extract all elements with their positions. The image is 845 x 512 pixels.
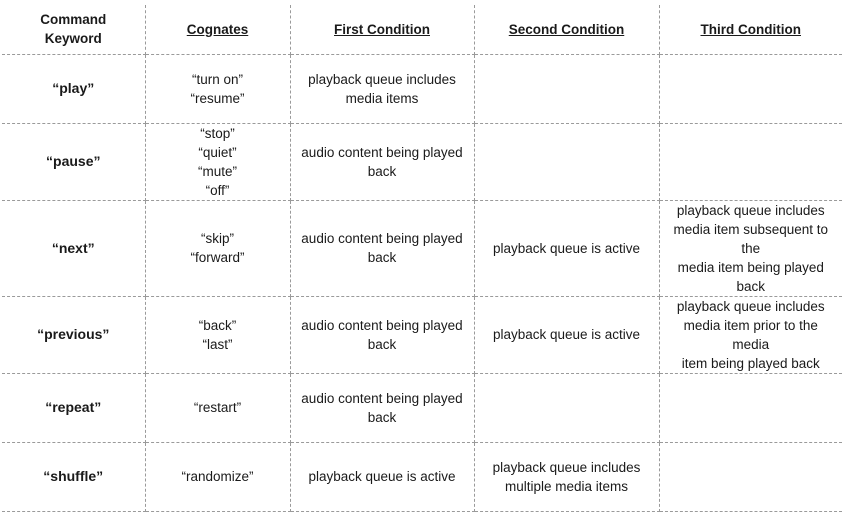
header-first-condition-label: First Condition — [334, 21, 430, 37]
third-condition-cell — [659, 54, 842, 123]
header-first-condition — [290, 5, 474, 54]
header-command-keyword: Command Keyword — [2, 5, 145, 54]
keyword-cell: “shuffle” — [2, 442, 145, 511]
first-condition-cell: playback queue is active — [290, 442, 474, 511]
keyword-cell: “next” — [2, 200, 145, 296]
first-condition-cell: audio content being played back — [290, 123, 474, 200]
third-condition-cell: playback queue includes media item subsequent to the media item being played back — [659, 200, 842, 296]
header-third-condition — [659, 5, 842, 54]
third-condition-cell — [659, 373, 842, 442]
second-condition-cell: playback queue is active — [474, 200, 659, 296]
command-table-container — [2, 5, 842, 512]
keyword-cell: “repeat” — [2, 373, 145, 442]
first-condition-cell: audio content being played back — [290, 373, 474, 442]
keyword-cell: “pause” — [2, 123, 145, 200]
header-second-condition — [474, 5, 659, 54]
cognates-cell: “skip” “forward” — [145, 200, 290, 296]
cognates-cell: “randomize” — [145, 442, 290, 511]
keyword-cell: “play” — [2, 54, 145, 123]
cognates-cell: “stop” “quiet” “mute” “off” — [145, 123, 290, 200]
header-third-condition-label: Third Condition — [700, 21, 801, 37]
table-row — [2, 123, 842, 200]
third-condition-cell: playback queue includes media item prior to the media item being played back — [659, 296, 842, 373]
second-condition-cell: playback queue includes multiple media items — [474, 442, 659, 511]
header-second-condition-label: Second Condition — [508, 21, 625, 37]
second-condition-cell — [474, 123, 659, 200]
third-condition-cell — [659, 442, 842, 511]
table-row — [2, 296, 842, 373]
second-condition-cell: playback queue is active — [474, 296, 659, 373]
second-condition-cell — [474, 54, 659, 123]
cognates-cell: “restart” — [145, 373, 290, 442]
keyword-cell: “previous” — [2, 296, 145, 373]
first-condition-cell: audio content being played back — [290, 200, 474, 296]
header-cognates-label: Cognates — [186, 21, 249, 37]
table-row — [2, 200, 842, 296]
third-condition-cell — [659, 123, 842, 200]
first-condition-cell: audio content being played back — [290, 296, 474, 373]
first-condition-cell: playback queue includes media items — [290, 54, 474, 123]
cognates-cell: “back” “last” — [145, 296, 290, 373]
table-row — [2, 373, 842, 442]
command-keyword-table — [2, 5, 842, 512]
header-cognates — [145, 5, 290, 54]
table-row — [2, 54, 842, 123]
second-condition-cell — [474, 373, 659, 442]
header-row — [2, 5, 842, 54]
cognates-cell: “turn on” “resume” — [145, 54, 290, 123]
table-row — [2, 442, 842, 511]
